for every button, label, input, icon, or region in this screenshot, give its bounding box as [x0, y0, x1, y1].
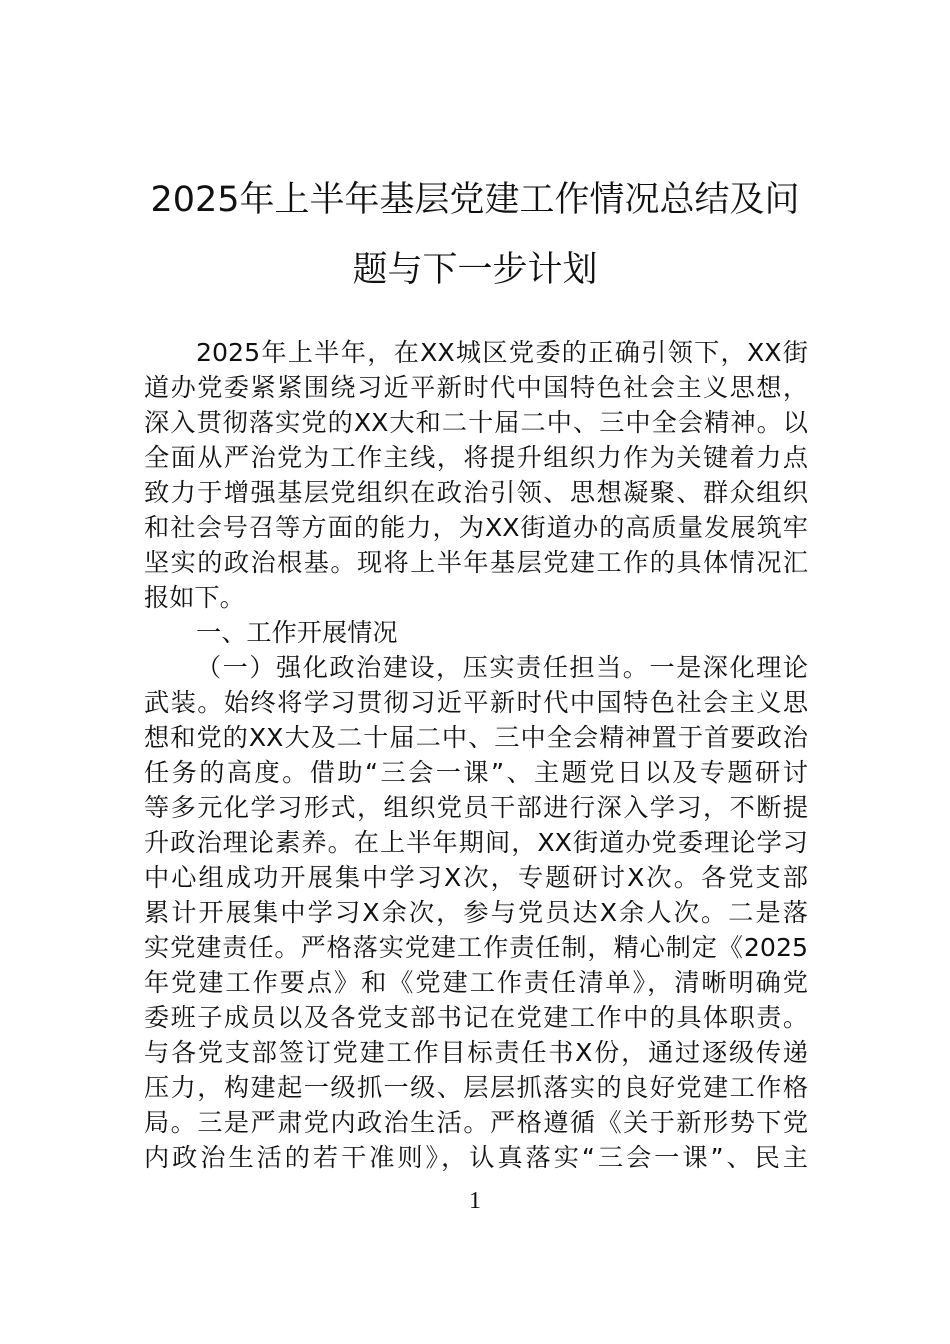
text-line: 全面从严治党为工作主线，将提升组织力作为关键着力点	[144, 443, 808, 472]
text-line: 致力于增强基层党组织在政治引领、思想凝聚、群众组织	[144, 478, 808, 507]
text-line: 坚实的政治根基。现将上半年基层党建工作的具体情况汇	[144, 548, 808, 577]
text-line: 武装。始终将学习贯彻习近平新时代中国特色社会主义思	[144, 688, 808, 717]
text-line: 与各党支部签订党建工作目标责任书X份，通过逐级传递	[144, 1038, 808, 1067]
document-body	[144, 335, 808, 1175]
text-line: 和社会号召等方面的能力，为XX街道办的高质量发展筑牢	[144, 513, 808, 542]
text-line: 等多元化学习形式，组织党员干部进行深入学习，不断提	[144, 793, 808, 822]
text-line: 中心组成功开展集中学习X次，专题研讨X次。各党支部	[144, 863, 808, 892]
document-title-line-1: 2025年上半年基层党建工作情况总结及问	[150, 180, 800, 220]
text-line: 年党建工作要点》和《党建工作责任清单》，清晰明确党	[144, 968, 808, 997]
text-line: 道办党委紧紧围绕习近平新时代中国特色社会主义思想，	[144, 373, 808, 402]
text-line: 委班子成员以及各党支部书记在党建工作中的具体职责。	[144, 1003, 808, 1032]
text-line: 内政治生活的若干准则》，认真落实“三会一课”、民主	[144, 1143, 808, 1172]
text-line: 报如下。	[144, 583, 245, 612]
text-line: 压力，构建起一级抓一级、层层抓落实的良好党建工作格	[144, 1073, 808, 1102]
text-line: 想和党的XX大及二十届二中、三中全会精神置于首要政治	[144, 723, 808, 752]
text-line: 深入贯彻落实党的XX大和二十届二中、三中全会精神。以	[144, 408, 808, 437]
text-line: 任务的高度。借助“三会一课”、主题党日以及专题研讨	[144, 758, 808, 787]
text-line: 局。三是严肃党内政治生活。严格遵循《关于新形势下党	[144, 1108, 808, 1137]
text-line: 升政治理论素养。在上半年期间，XX街道办党委理论学习	[144, 828, 808, 857]
text-line: 累计开展集中学习X余次，参与党员达X余人次。二是落	[144, 898, 808, 927]
page-number: 1	[469, 1188, 481, 1214]
document-title-line-2: 题与下一步计划	[352, 250, 598, 290]
text-line: 实党建责任。严格落实党建工作责任制，精心制定《2025	[144, 933, 808, 962]
text-line: 2025年上半年，在XX城区党委的正确引领下，XX街	[196, 338, 808, 367]
text-line: （一）强化政治建设，压实责任担当。一是深化理论	[196, 653, 808, 682]
section-heading: 一、工作开展情况	[196, 618, 398, 647]
